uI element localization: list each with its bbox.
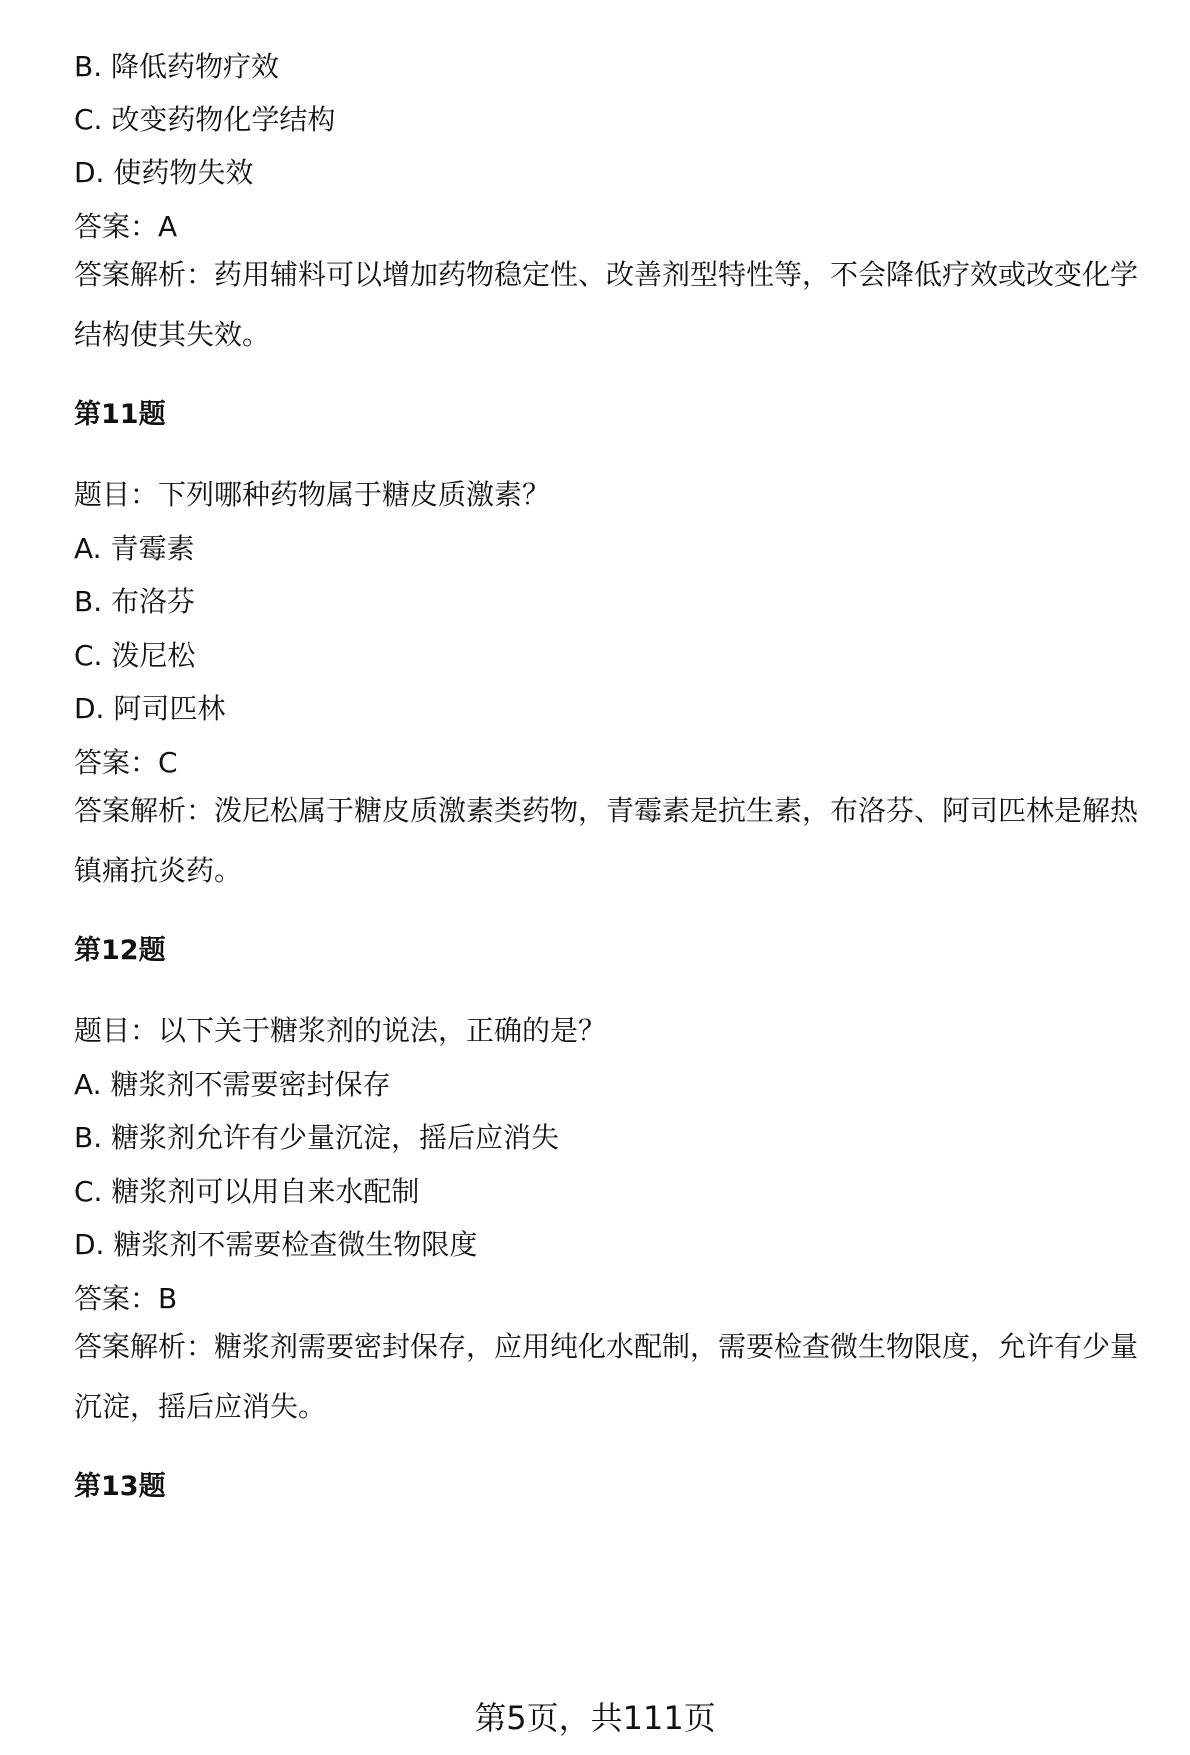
- q11-option-c: C. 泼尼松: [74, 639, 196, 672]
- prev-explanation: 答案解析：药用辅料可以增加药物稳定性、改善剂型特性等，不会降低疗效或改变化学结构使其失效。: [74, 258, 1139, 351]
- q13-heading: 第13题: [74, 1471, 166, 1502]
- q12-option-b: B. 糖浆剂允许有少量沉淀，摇后应消失: [74, 1121, 560, 1154]
- page-number-footer: 第5页，共111页: [474, 1699, 716, 1737]
- q12-question: 题目：以下关于糖浆剂的说法，正确的是？: [74, 1014, 607, 1047]
- q12-heading: 第12题: [74, 935, 166, 966]
- q12-option-d: D. 糖浆剂不需要检查微生物限度: [74, 1228, 478, 1261]
- q11-option-b: B. 布洛芬: [74, 585, 196, 618]
- q12-answer: 答案：B: [74, 1282, 178, 1315]
- prev-option-d: D. 使药物失效: [74, 156, 254, 189]
- q11-option-a: A. 青霉素: [74, 532, 195, 565]
- q11-option-d: D. 阿司匹林: [74, 692, 226, 725]
- prev-option-c: C. 改变药物化学结构: [74, 103, 336, 136]
- q11-explanation: 答案解析：泼尼松属于糖皮质激素类药物，青霉素是抗生素，布洛芬、阿司匹林是解热镇痛抗炎药。: [74, 794, 1139, 887]
- q12-explanation: 答案解析：糖浆剂需要密封保存，应用纯化水配制，需要检查微生物限度，允许有少量沉淀，摇后应消失。: [74, 1330, 1139, 1423]
- q11-heading: 第11题: [74, 399, 166, 430]
- prev-answer: 答案：A: [74, 210, 178, 243]
- q11-answer: 答案：C: [74, 746, 178, 779]
- q11-question: 题目：下列哪种药物属于糖皮质激素？: [74, 478, 551, 511]
- q12-option-a: A. 糖浆剂不需要密封保存: [74, 1068, 391, 1101]
- prev-option-b: B. 降低药物疗效: [74, 50, 280, 83]
- q12-option-c: C. 糖浆剂可以用自来水配制: [74, 1175, 420, 1208]
